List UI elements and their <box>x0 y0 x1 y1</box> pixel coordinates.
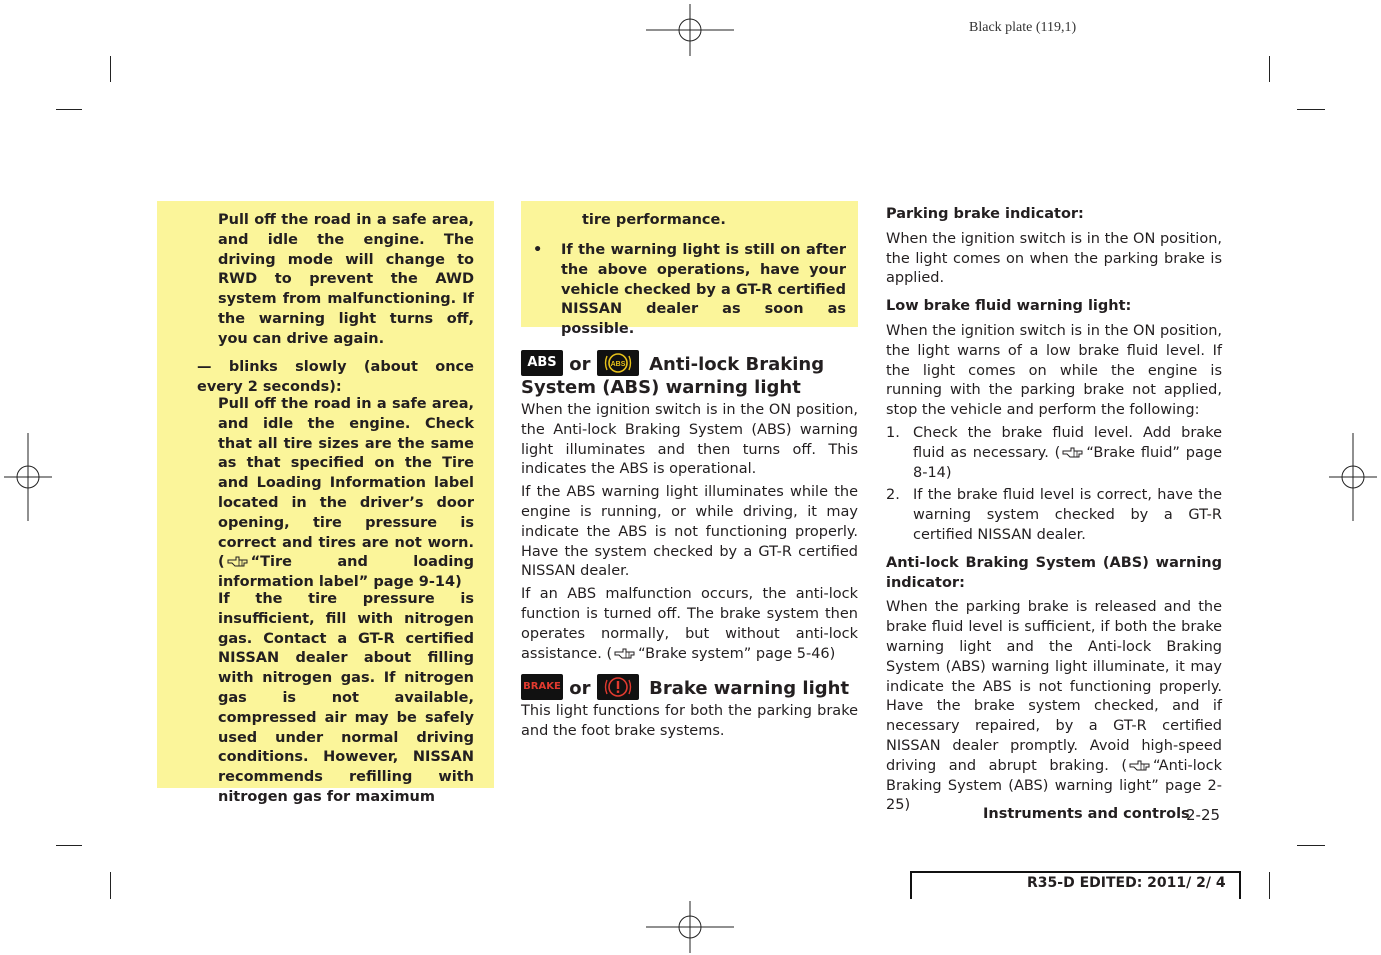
abs-icon-label: ABS <box>527 355 557 370</box>
low-fluid-heading: Low brake fluid warning light: <box>886 298 1132 315</box>
brake-heading <box>521 674 858 700</box>
pointing-hand-icon <box>614 646 636 660</box>
pointing-hand-icon <box>1062 445 1084 459</box>
brake-para1: This light functions for both the parking brake and the foot brake systems. <box>521 703 858 739</box>
abs-para1: When the ignition switch is in the ON position, the Anti-lock Braking System (ABS) warning light illuminates and then turns off. This indicates the ABS is operational. <box>521 402 858 478</box>
list-item-text: If the brake fluid level is correct, have the warning system checked by a GT-R certified NISSAN dealer. <box>913 487 1222 543</box>
col1-para2-text: Pull off the road in a safe area, and idle the engine. Check that all tire sizes are the same as that specified on the Tire and Loading Information label located in the driver’s door opening, tire pressure is correct and tires are not worn. ( <box>218 396 474 571</box>
crop-mark <box>56 109 82 110</box>
crop-mark <box>1269 872 1270 899</box>
section-name: Instruments and controls <box>983 806 1190 822</box>
pointing-hand-icon <box>1129 758 1151 772</box>
col2-bullet-text: If the warning light is still on after the above operations, have your vehicle checked by a GT-R certified NISSAN dealer as soon as possible. <box>561 242 846 338</box>
abs-body <box>521 401 858 667</box>
abs-para3-text: If an ABS malfunction occurs, the anti-lock function is turned off. The brake system then operates normally, but without anti-lock assistance. ( <box>521 586 858 662</box>
edited-box-top <box>910 871 1241 873</box>
edited-box-right <box>1239 871 1241 899</box>
list-item <box>886 424 1222 483</box>
parking-brake-para: When the ignition switch is in the ON position, the light comes on when the parking brake is applied. <box>886 230 1222 287</box>
abs-para2: If the ABS warning light illuminates while the engine is running, or while driving, it may indicate the ABS is not functioning properly. Have the system checked by a GT-R certified NISSAN dealer. <box>521 484 858 580</box>
crop-mark <box>1269 56 1270 82</box>
bullet: • <box>533 242 543 258</box>
abs-indicator-heading: Anti-lock Braking System (ABS) warning indicator: <box>886 554 1222 591</box>
brake-heading-text: Brake warning light <box>649 678 850 699</box>
crop-mark <box>1297 845 1325 846</box>
pointing-hand-icon <box>227 554 249 568</box>
parking-brake-heading: Parking brake indicator: <box>886 206 1084 222</box>
crop-mark <box>1297 109 1325 110</box>
svg-text:ABS: ABS <box>610 361 626 368</box>
abs-indicator-text: When the parking brake is released and the brake fluid level is sufficient, if both the brake warning light and the Anti-lock Braking System (ABS) warning light illuminate, it may indicate the ABS is not functioning properly. Have the brake system checked, and if necessary repaired, by a GT-R certified NISSAN dealer promptly. Avoid high-speed driving and abrupt braking. ( <box>886 599 1222 774</box>
registration-mark-bottom <box>646 899 734 955</box>
brake-icon-label: BRAKE <box>523 681 561 692</box>
registration-mark-left <box>2 433 54 521</box>
abs-indicator-ref: “Anti-lock Braking System (ABS) warning light” page 2-25) <box>886 757 1222 814</box>
abs-heading <box>521 350 858 399</box>
col1-para1: Pull off the road in a safe area, and idle the engine. The driving mode will change to RWD to prevent the AWD system from malfunctioning. If the warning light turns off, you can drive again. <box>218 212 474 347</box>
page-number: 2-25 <box>1186 806 1221 824</box>
brake-indicator-icon <box>521 674 563 700</box>
col1-dash-item: — blinks slowly (about once every 2 seconds): <box>197 359 474 395</box>
or-label: or <box>569 354 591 375</box>
list-number: 1. <box>886 424 900 441</box>
abs-circle-warning-icon <box>597 350 639 376</box>
registration-mark-right <box>1327 433 1379 521</box>
low-fluid-para: When the ignition switch is in the ON position, the light warns of a low brake fluid level. If the light comes on while the engine is running with the parking brake not applied, stop the vehicle and perform the following: <box>886 322 1222 419</box>
abs-heading-line1: Anti-lock Braking <box>649 354 825 375</box>
or-label: or <box>569 678 591 699</box>
list-item-text: Check the brake fluid level. Add brake fluid as necessary. ( <box>913 424 1222 461</box>
list-item <box>886 486 1222 545</box>
abs-heading-line2: System (ABS) warning light <box>521 377 801 398</box>
abs-indicator-para <box>886 598 1222 816</box>
col2-yellow-line: tire performance. <box>582 212 726 228</box>
plate-label: Black plate (119,1) <box>969 20 1077 35</box>
edited-box-left <box>910 871 912 899</box>
col3-body <box>886 205 1222 819</box>
crop-mark <box>110 56 111 82</box>
crop-mark <box>110 872 111 899</box>
abs-para3 <box>521 585 858 664</box>
registration-mark-top <box>646 2 734 58</box>
col1-para2 <box>218 395 474 593</box>
abs-indicator-icon <box>521 350 563 376</box>
list-number: 2. <box>886 487 900 504</box>
abs-para3-ref: “Brake system” page 5-46) <box>638 645 836 662</box>
col1-para3: If the tire pressure is insufficient, fill with nitrogen gas. Contact a GT-R certified NISSAN dealer about filling with nitrogen gas. If nitrogen gas is not available, compressed air may be safely used under normal driving conditions. However, NISSAN recommends refilling with nitrogen gas for maximum <box>218 591 474 805</box>
crop-mark <box>56 845 82 846</box>
col1-para2-ref: “Tire and loading information label” page 9-14) <box>218 554 474 591</box>
brake-circle-warning-icon <box>597 674 639 700</box>
list-item-ref: “Brake fluid” page 8-14) <box>913 444 1222 481</box>
edited-stamp: R35-D EDITED: 2011/ 2/ 4 <box>1027 875 1226 891</box>
